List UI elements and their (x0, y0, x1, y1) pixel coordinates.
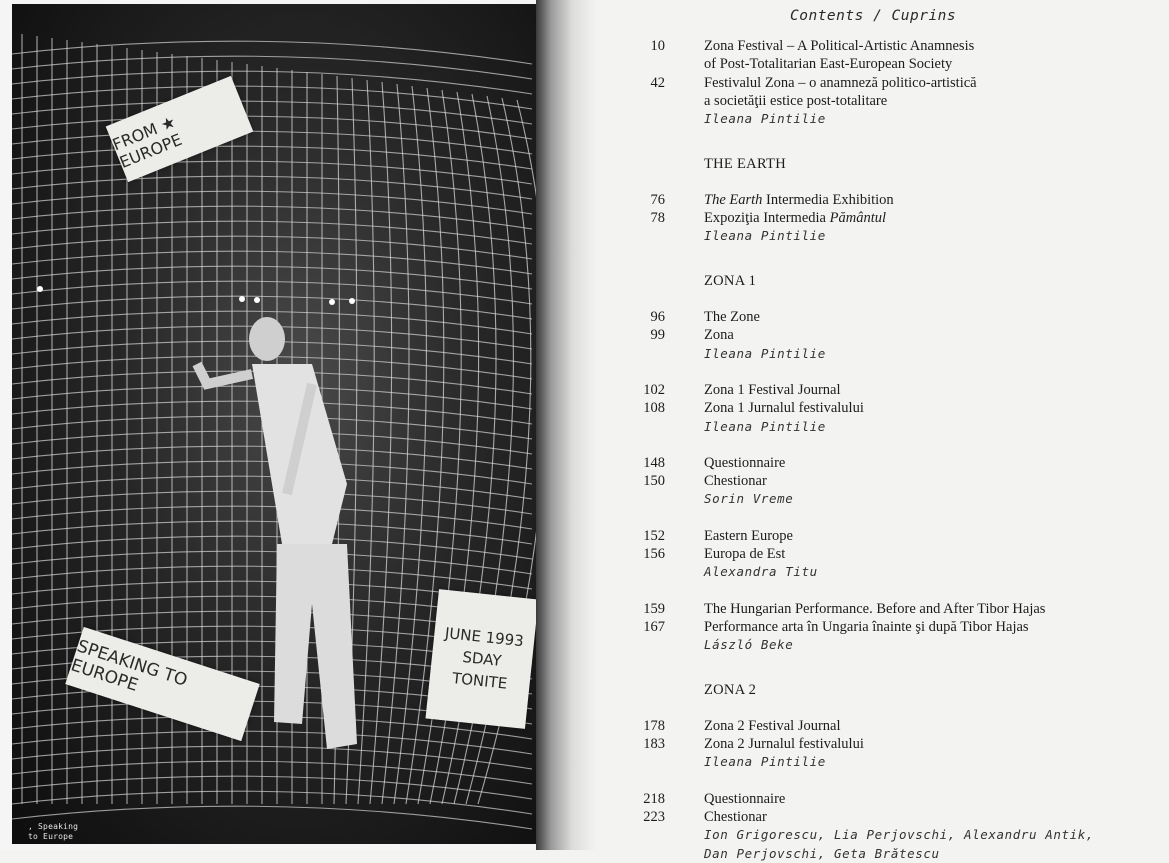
photo-caption-line-2: to Europe (28, 832, 74, 841)
section-heading: ZONA 1 (704, 272, 757, 289)
entry-title: Performance arta în Ungaria înainte şi după Tibor Hajas (704, 618, 1029, 635)
page-number: 148 (643, 454, 665, 471)
entry-title: The Hungarian Performance. Before and After Tibor Hajas (704, 600, 1046, 617)
entry-author: Alexandra Titu (704, 564, 818, 580)
entry-title: Zona 1 Jurnalul festivalului (704, 400, 864, 417)
sign-june (425, 589, 538, 729)
entry-title: Questionnaire (704, 790, 786, 807)
entry-author: Dan Perjovschi, Geta Brătescu (704, 845, 940, 861)
entry-author: Ileana Pintilie (704, 228, 826, 244)
entry-author: Ileana Pintilie (704, 418, 826, 434)
sign-speaking-text: SPEAKING TO EUROPE (68, 636, 190, 696)
entry-title: Eastern Europe (704, 527, 793, 544)
page-number: 178 (643, 717, 665, 734)
entry-title: Expoziţia Intermedia Pământul (704, 210, 887, 227)
entry-title: of Post-Totalitarian East-European Society (704, 56, 953, 73)
page-number: 150 (643, 473, 665, 490)
entry-title: Questionnaire (704, 454, 786, 471)
entry-title: Zona (704, 327, 734, 344)
page-number: 78 (650, 210, 665, 227)
page-number: 102 (643, 381, 665, 398)
entry-author: Ileana Pintilie (704, 345, 826, 361)
page-number: 218 (643, 790, 665, 807)
entry-title: Festivalul Zona – o anamneză politico-artistică (704, 74, 977, 91)
photo-caption-line-1: , Speaking (28, 822, 79, 831)
entry-author: László Beke (704, 637, 794, 653)
entry-title: Zona Festival – A Political-Artistic Anamnesis (704, 38, 975, 54)
page-number: 167 (643, 618, 665, 635)
entry-title: a societăţii estice post-totalitare (704, 92, 888, 109)
entry-title: Europa de Est (704, 546, 786, 562)
entry-author: Ileana Pintilie (704, 754, 826, 770)
page-number: 152 (643, 527, 665, 544)
photo-page (0, 0, 540, 850)
contents-title: Contents / Cuprins (790, 8, 957, 24)
page-number: 223 (643, 809, 665, 825)
entry-author: Ion Grigorescu, Lia Perjovschi, Alexandru Antik, (704, 827, 1095, 843)
entry-author: Ileana Pintilie (704, 111, 826, 127)
page-number: 183 (643, 736, 665, 753)
entry-title: Chestionar (704, 809, 767, 825)
sign-june-line-1: JUNE 1993 (444, 624, 525, 651)
entry-title: Zona 1 Festival Journal (704, 381, 841, 398)
page-number: 99 (650, 327, 665, 344)
entry-title: The Zone (704, 309, 760, 325)
sign-june-line-2: SDAY (461, 648, 503, 670)
section-heading: THE EARTH (704, 155, 786, 172)
page-number: 96 (650, 309, 665, 325)
sign-june-line-3: TONITE (451, 669, 509, 693)
page-number: 10 (650, 38, 665, 54)
page-number: 76 (650, 191, 665, 208)
entry-title: Zona 2 Jurnalul festivalului (704, 736, 864, 753)
page-number: 42 (650, 74, 665, 91)
page-number: 108 (643, 400, 665, 417)
page-number: 159 (643, 600, 665, 617)
contents-page (540, 0, 1169, 861)
page-number: 156 (643, 546, 665, 562)
entry-title: Chestionar (704, 473, 767, 490)
entry-author: Sorin Vreme (704, 491, 794, 507)
performance-photo (12, 4, 538, 844)
entry-title: Zona 2 Festival Journal (704, 717, 841, 734)
section-heading: ZONA 2 (704, 681, 757, 698)
sign-from-europe-text: FROM ★ EUROPE (109, 111, 185, 172)
entry-title: The Earth Intermedia Exhibition (704, 191, 894, 208)
